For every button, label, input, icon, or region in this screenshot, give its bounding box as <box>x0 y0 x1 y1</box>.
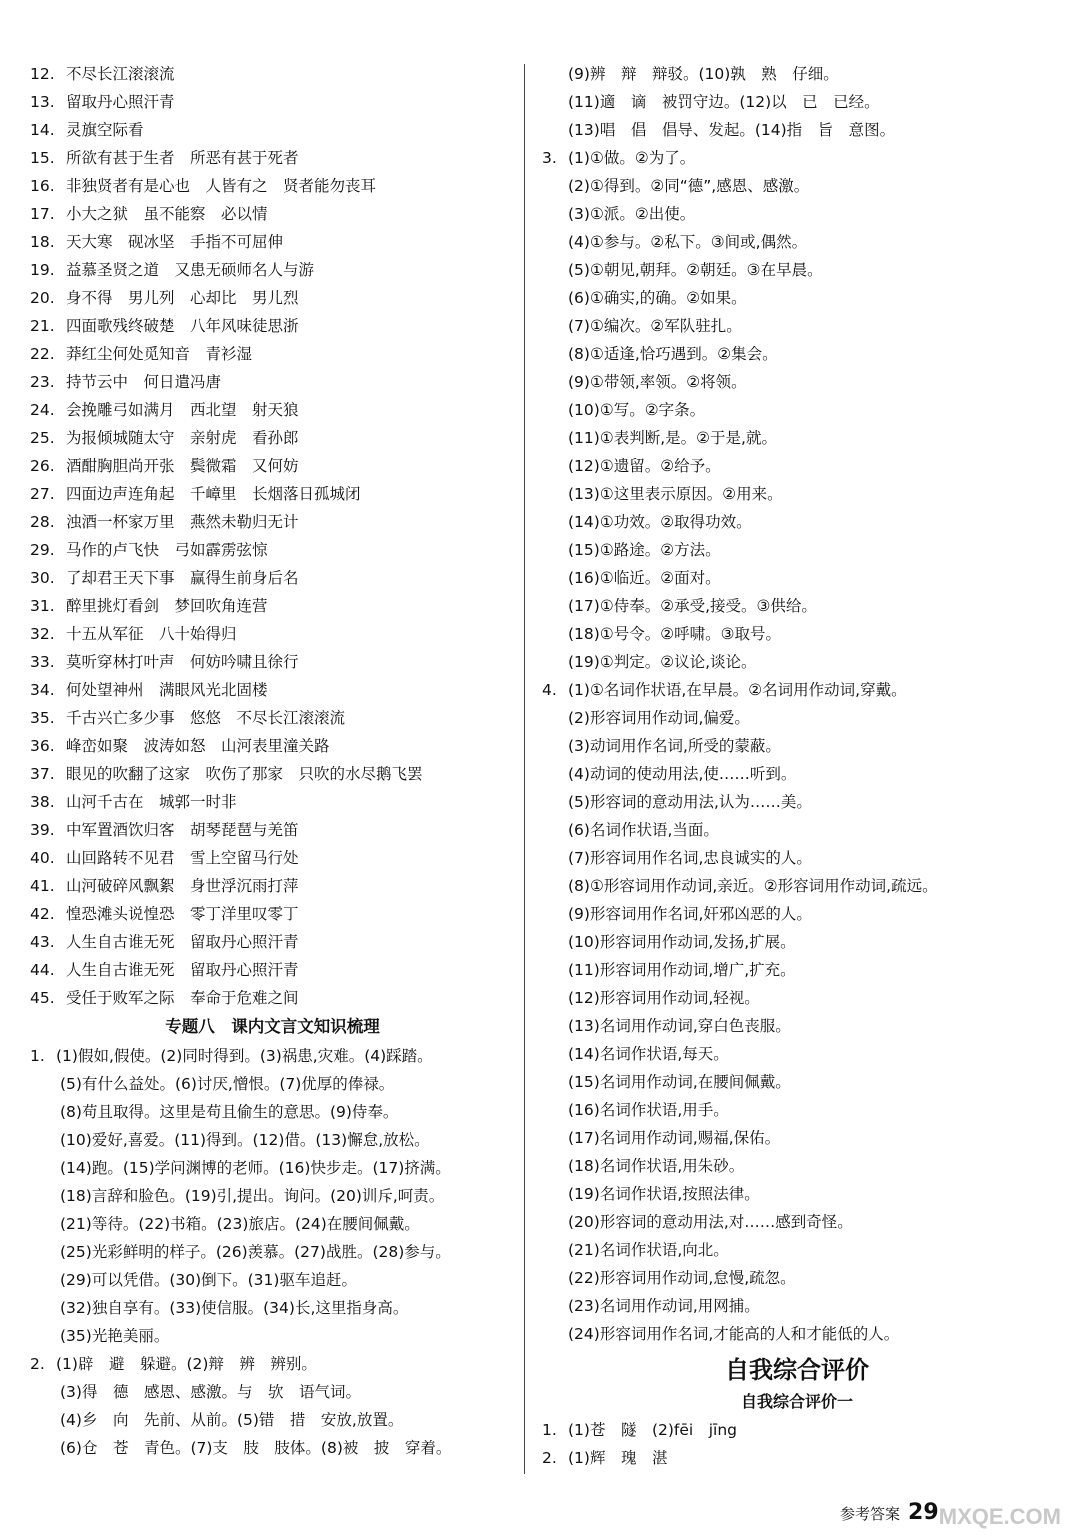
question-4 <box>542 676 1052 1348</box>
answer-text: 持节云中 何日遣冯唐 <box>66 373 222 391</box>
item-number: 32. <box>30 625 55 643</box>
item-number: 37. <box>30 765 55 783</box>
answer-line <box>30 508 515 536</box>
answer-line <box>542 1444 1052 1472</box>
item-number: 20. <box>30 289 55 307</box>
answer-line <box>30 340 515 368</box>
answer-line <box>30 592 515 620</box>
item-number: 30. <box>30 569 55 587</box>
answer-text: 人生自古谁无死 留取丹心照汗青 <box>66 933 299 951</box>
item-number: 42. <box>30 905 55 923</box>
footer-label: 参考答案 <box>840 1505 901 1523</box>
answer-text: (9)①带领,率领。②将领。 <box>568 373 747 391</box>
answer-line <box>30 928 515 956</box>
answer-text: (29)可以凭借。(30)倒下。(31)驱车追赶。 <box>60 1271 357 1289</box>
answer-text: (18)①号令。②呼啸。③取号。 <box>568 625 782 643</box>
answer-line <box>30 760 515 788</box>
answer-text: 留取丹心照汗青 <box>66 93 175 111</box>
answer-line <box>542 1012 1052 1040</box>
answer-text: (7)形容词用作名词,忠良诚实的人。 <box>568 849 812 867</box>
item-number: 15. <box>30 149 55 167</box>
answer-text: (12)①遗留。②给予。 <box>568 457 721 475</box>
answer-line <box>542 1124 1052 1152</box>
item-number: 18. <box>30 233 55 251</box>
answer-line <box>542 368 1052 396</box>
answer-line <box>542 536 1052 564</box>
answer-line <box>30 648 515 676</box>
item-number: 1. <box>542 1421 557 1439</box>
answer-line <box>542 452 1052 480</box>
answer-text: 四面歌残终破楚 八年风味徒思浙 <box>66 317 299 335</box>
answer-text: (11)形容词用作动词,增广,扩充。 <box>568 961 796 979</box>
answer-text: (21)等待。(22)书箱。(23)旅店。(24)在腰间佩戴。 <box>60 1215 420 1233</box>
answer-text: (24)形容词用作名词,才能高的人和才能低的人。 <box>568 1325 900 1343</box>
answer-line <box>30 816 515 844</box>
answer-text: 山河千古在 城郭一时非 <box>66 793 237 811</box>
answer-text: (16)名词作状语,用手。 <box>568 1101 729 1119</box>
answer-text: (10)爱好,喜爱。(11)得到。(12)借。(13)懈怠,放松。 <box>60 1131 430 1149</box>
question-2-continued <box>542 60 1052 144</box>
item-number: 43. <box>30 933 55 951</box>
answer-line <box>30 872 515 900</box>
answer-line <box>542 396 1052 424</box>
answer-text: 所欲有甚于生者 所恶有甚于死者 <box>66 149 299 167</box>
answer-line <box>30 676 515 704</box>
item-number: 28. <box>30 513 55 531</box>
answer-text: 眼见的吹翻了这家 吹伤了那家 只吹的水尽鹅飞罢 <box>66 765 423 783</box>
answer-text: 为报倾城随太守 亲射虎 看孙郎 <box>66 429 299 447</box>
item-number: 38. <box>30 793 55 811</box>
item-number: 45. <box>30 989 55 1007</box>
answer-text: 益慕圣贤之道 又患无硕师名人与游 <box>66 261 315 279</box>
answer-line <box>30 1266 515 1294</box>
answer-text: 山回路转不见君 雪上空留马行处 <box>66 849 299 867</box>
answer-text: (22)形容词用作动词,怠慢,疏忽。 <box>568 1269 796 1287</box>
answer-text: 人生自古谁无死 留取丹心照汗青 <box>66 961 299 979</box>
left-column <box>30 60 515 1462</box>
answer-line <box>30 1070 515 1098</box>
answer-text: (19)名词作状语,按照法律。 <box>568 1185 760 1203</box>
answer-text: (5)①朝见,朝拜。②朝廷。③在早晨。 <box>568 261 823 279</box>
item-number: 26. <box>30 457 55 475</box>
answer-text: (19)①判定。②议论,谈论。 <box>568 653 757 671</box>
answer-line <box>542 928 1052 956</box>
answer-line <box>542 1068 1052 1096</box>
answer-line <box>30 144 515 172</box>
answer-text: (13)①这里表示原因。②用来。 <box>568 485 783 503</box>
answer-text: (32)独自享有。(33)使信服。(34)长,这里指身高。 <box>60 1299 409 1317</box>
answer-text: (14)跑。(15)学问渊博的老师。(16)快步走。(17)挤满。 <box>60 1159 451 1177</box>
answer-line <box>30 172 515 200</box>
answer-text: 酒酣胸胆尚开张 鬓微霜 又何妨 <box>66 457 299 475</box>
answer-line <box>542 956 1052 984</box>
answer-text: (7)①编次。②军队驻扎。 <box>568 317 742 335</box>
answer-line <box>30 1434 515 1462</box>
answer-line <box>542 60 1052 88</box>
answer-text: (1)辟 避 躲避。(2)辩 辨 辨别。 <box>56 1355 317 1373</box>
answer-line <box>542 676 1052 704</box>
answer-line <box>30 1378 515 1406</box>
answer-line <box>30 1294 515 1322</box>
answer-text: 小大之狱 虽不能察 必以情 <box>66 205 268 223</box>
answer-text: 千古兴亡多少事 悠悠 不尽长江滚滚流 <box>66 709 346 727</box>
item-number: 16. <box>30 177 55 195</box>
answer-text: 山河破碎风飘絮 身世浮沉雨打萍 <box>66 877 299 895</box>
answer-line <box>30 1098 515 1126</box>
answer-text: (8)苟且取得。这里是苟且偷生的意思。(9)侍奉。 <box>60 1103 399 1121</box>
answer-text: 醉里挑灯看剑 梦回吹角连营 <box>66 597 268 615</box>
item-number: 14. <box>30 121 55 139</box>
answer-text: 浊酒一杯家万里 燕然未勒归无计 <box>66 513 299 531</box>
answer-line <box>30 480 515 508</box>
answer-line <box>30 312 515 340</box>
answer-line <box>30 60 515 88</box>
answer-line <box>542 816 1052 844</box>
page-number: 29 <box>908 1500 939 1525</box>
answer-line <box>30 788 515 816</box>
answer-text: (1)假如,假使。(2)同时得到。(3)祸患,灾难。(4)踩踏。 <box>56 1047 433 1065</box>
answer-line <box>30 424 515 452</box>
answer-line <box>542 1236 1052 1264</box>
answer-text: (6)仓 苍 青色。(7)支 肢 肢体。(8)被 披 穿着。 <box>60 1439 452 1457</box>
answer-line <box>30 1322 515 1350</box>
answer-text: (5)有什么益处。(6)讨厌,憎恨。(7)优厚的俸禄。 <box>60 1075 395 1093</box>
question-2 <box>30 1350 515 1462</box>
answer-text: (2)形容词用作动词,偏爱。 <box>568 709 750 727</box>
answer-line <box>542 732 1052 760</box>
answer-text: 四面边声连角起 千嶂里 长烟落日孤城闭 <box>66 485 361 503</box>
answer-text: (3)动词用作名词,所受的蒙蔽。 <box>568 737 781 755</box>
answer-text: (9)形容词用作名词,奸邪凶恶的人。 <box>568 905 812 923</box>
answer-text: 马作的卢飞快 弓如霹雳弦惊 <box>66 541 268 559</box>
answer-text: (23)名词用作动词,用网捕。 <box>568 1297 760 1315</box>
item-number: 13. <box>30 93 55 111</box>
answer-text: (10)形容词用作动词,发扬,扩展。 <box>568 933 796 951</box>
answer-text: (17)名词用作动词,赐福,保佑。 <box>568 1129 781 1147</box>
answer-line <box>30 396 515 424</box>
answer-line <box>30 704 515 732</box>
item-number: 24. <box>30 401 55 419</box>
answer-line <box>542 256 1052 284</box>
item-number: 41. <box>30 877 55 895</box>
answer-line <box>30 1350 515 1378</box>
self-evaluation-answers <box>542 1416 1052 1472</box>
answer-line <box>542 1416 1052 1444</box>
item-number: 23. <box>30 373 55 391</box>
answer-text: 何处望神州 满眼风光北固楼 <box>66 681 268 699</box>
answer-text: (15)名词用作动词,在腰间佩戴。 <box>568 1073 791 1091</box>
answer-text: (4)乡 向 先前、从前。(5)错 措 安放,放置。 <box>60 1411 404 1429</box>
answer-text: (2)①得到。②同“德”,感恩、感激。 <box>568 177 810 195</box>
answer-text: 莫听穿林打叶声 何妨吟啸且徐行 <box>66 653 299 671</box>
answer-text: (25)光彩鲜明的样子。(26)羡慕。(27)战胜。(28)参与。 <box>60 1243 451 1261</box>
answer-line <box>542 88 1052 116</box>
answer-text: (9)辨 辩 辩驳。(10)孰 熟 仔细。 <box>568 65 839 83</box>
answer-line <box>30 1182 515 1210</box>
answer-text: (5)形容词的意动用法,认为……美。 <box>568 793 812 811</box>
answer-text: 惶恐滩头说惶恐 零丁洋里叹零丁 <box>66 905 299 923</box>
answer-text: (1)①名词作状语,在早晨。②名词用作动词,穿戴。 <box>568 681 907 699</box>
answer-text: (14)①功效。②取得功效。 <box>568 513 752 531</box>
answer-line <box>30 368 515 396</box>
item-number: 25. <box>30 429 55 447</box>
answer-text: (17)①侍奉。②承受,接受。③供给。 <box>568 597 817 615</box>
item-number: 12. <box>30 65 55 83</box>
answer-line <box>30 844 515 872</box>
answer-text: (8)①适逢,恰巧遇到。②集会。 <box>568 345 778 363</box>
self-evaluation-title: 自我综合评价 <box>725 1356 869 1384</box>
item-number: 17. <box>30 205 55 223</box>
answer-line <box>542 172 1052 200</box>
answer-text: 十五从军征 八十始得归 <box>66 625 237 643</box>
answer-text: 身不得 男儿列 心却比 男儿烈 <box>66 289 299 307</box>
answer-text: (3)得 德 感恩、感激。与 欤 语气词。 <box>60 1383 361 1401</box>
poem-answer-list <box>30 60 515 1012</box>
item-number: 4. <box>542 681 557 699</box>
answer-text: 不尽长江滚滚流 <box>66 65 175 83</box>
answer-line <box>30 620 515 648</box>
answer-line <box>542 1208 1052 1236</box>
item-number: 35. <box>30 709 55 727</box>
answer-text: (15)①路途。②方法。 <box>568 541 721 559</box>
answer-text: (11)①表判断,是。②于是,就。 <box>568 429 777 447</box>
answer-text: (21)名词作状语,向北。 <box>568 1241 729 1259</box>
item-number: 33. <box>30 653 55 671</box>
page-footer <box>840 1500 939 1525</box>
answer-line <box>30 536 515 564</box>
answer-text: (8)①形容词用作动词,亲近。②形容词用作动词,疏远。 <box>568 877 938 895</box>
answer-line <box>542 508 1052 536</box>
answer-line <box>30 984 515 1012</box>
answer-line <box>542 564 1052 592</box>
section-title: 专题八 课内文言文知识梳理 <box>165 1017 380 1036</box>
item-number: 34. <box>30 681 55 699</box>
answer-text: (14)名词作状语,每天。 <box>568 1045 729 1063</box>
answer-line <box>30 956 515 984</box>
answer-line <box>542 284 1052 312</box>
answer-line <box>542 648 1052 676</box>
answer-line <box>542 592 1052 620</box>
item-number: 1. <box>30 1047 45 1065</box>
answer-text: 了却君王天下事 赢得生前身后名 <box>66 569 299 587</box>
item-number: 31. <box>30 597 55 615</box>
item-number: 2. <box>30 1355 45 1373</box>
question-3 <box>542 144 1052 676</box>
answer-line <box>30 1154 515 1182</box>
answer-line <box>542 144 1052 172</box>
item-number: 21. <box>30 317 55 335</box>
answer-text: 天大寒 砚冰坚 手指不可屈伸 <box>66 233 284 251</box>
answer-line <box>542 844 1052 872</box>
answer-line <box>542 1292 1052 1320</box>
answer-line <box>30 1238 515 1266</box>
self-evaluation-subtitle: 自我综合评价一 <box>740 1392 853 1411</box>
item-number: 36. <box>30 737 55 755</box>
answer-line <box>30 1406 515 1434</box>
answer-text: 会挽雕弓如满月 西北望 射天狼 <box>66 401 299 419</box>
answer-line <box>542 340 1052 368</box>
answer-text: (35)光艳美丽。 <box>60 1327 170 1345</box>
item-number: 19. <box>30 261 55 279</box>
answer-line <box>30 1042 515 1070</box>
answer-line <box>30 116 515 144</box>
answer-line <box>30 452 515 480</box>
answer-line <box>542 228 1052 256</box>
answer-line <box>30 1210 515 1238</box>
answer-text: (12)形容词用作动词,轻视。 <box>568 989 760 1007</box>
answer-text: (6)名词作状语,当面。 <box>568 821 719 839</box>
answer-line <box>542 760 1052 788</box>
answer-text: (16)①临近。②面对。 <box>568 569 721 587</box>
item-number: 2. <box>542 1449 557 1467</box>
answer-text: (13)名词用作动词,穿白色丧服。 <box>568 1017 791 1035</box>
answer-text: (3)①派。②出使。 <box>568 205 696 223</box>
answer-line <box>542 480 1052 508</box>
item-number: 44. <box>30 961 55 979</box>
answer-line <box>542 116 1052 144</box>
answer-line <box>30 256 515 284</box>
answer-line <box>542 200 1052 228</box>
answer-line <box>30 564 515 592</box>
answer-line <box>542 424 1052 452</box>
item-number: 39. <box>30 821 55 839</box>
answer-text: (20)形容词的意动用法,对……感到奇怪。 <box>568 1213 853 1231</box>
item-number: 3. <box>542 149 557 167</box>
answer-text: (1)①做。②为了。 <box>568 149 696 167</box>
answer-line <box>30 200 515 228</box>
question-1 <box>30 1042 515 1350</box>
answer-text: (18)名词作状语,用朱砂。 <box>568 1157 745 1175</box>
item-number: 27. <box>30 485 55 503</box>
answer-line <box>30 88 515 116</box>
answer-text: (18)言辞和脸色。(19)引,提出。询问。(20)训斥,呵责。 <box>60 1187 445 1205</box>
answer-line <box>542 1152 1052 1180</box>
answer-line <box>542 900 1052 928</box>
answer-text: 中军置酒饮归客 胡琴琵琶与羌笛 <box>66 821 299 839</box>
answer-text: (1)辉 瑰 湛 <box>568 1449 668 1467</box>
answer-text: 灵旗空际看 <box>66 121 144 139</box>
answer-line <box>542 704 1052 732</box>
right-column <box>542 60 1052 1472</box>
answer-text: (4)①参与。②私下。③间或,偶然。 <box>568 233 808 251</box>
watermark: MXQE.COM <box>938 1504 1061 1529</box>
answer-text: (13)唱 倡 倡导、发起。(14)指 旨 意图。 <box>568 121 896 139</box>
item-number: 22. <box>30 345 55 363</box>
answer-text: (11)適 谪 被罚守边。(12)以 已 已经。 <box>568 93 880 111</box>
answer-line <box>542 620 1052 648</box>
answer-line <box>542 1096 1052 1124</box>
answer-text: 峰峦如聚 波涛如怒 山河表里潼关路 <box>66 737 330 755</box>
answer-line <box>542 1180 1052 1208</box>
answer-text: (1)苍 隧 (2)fēi jīng <box>568 1421 737 1439</box>
answer-line <box>30 900 515 928</box>
column-divider <box>524 64 525 1474</box>
answer-text: 受任于败军之际 奉命于危难之间 <box>66 989 299 1007</box>
answer-line <box>30 228 515 256</box>
answer-text: (10)①写。②字条。 <box>568 401 706 419</box>
answer-line <box>542 1320 1052 1348</box>
answer-line <box>542 872 1052 900</box>
answer-text: 莽红尘何处觅知音 青衫湿 <box>66 345 253 363</box>
answer-line <box>542 788 1052 816</box>
item-number: 29. <box>30 541 55 559</box>
answer-text: (6)①确实,的确。②如果。 <box>568 289 747 307</box>
answer-line <box>542 1264 1052 1292</box>
answer-text: 非独贤者有是心也 人皆有之 贤者能勿丧耳 <box>66 177 377 195</box>
answer-line <box>542 312 1052 340</box>
answer-line <box>542 1040 1052 1068</box>
answer-line <box>30 284 515 312</box>
item-number: 40. <box>30 849 55 867</box>
answer-line <box>30 732 515 760</box>
answer-line <box>542 984 1052 1012</box>
answer-line <box>30 1126 515 1154</box>
answer-text: (4)动词的使动用法,使……听到。 <box>568 765 797 783</box>
